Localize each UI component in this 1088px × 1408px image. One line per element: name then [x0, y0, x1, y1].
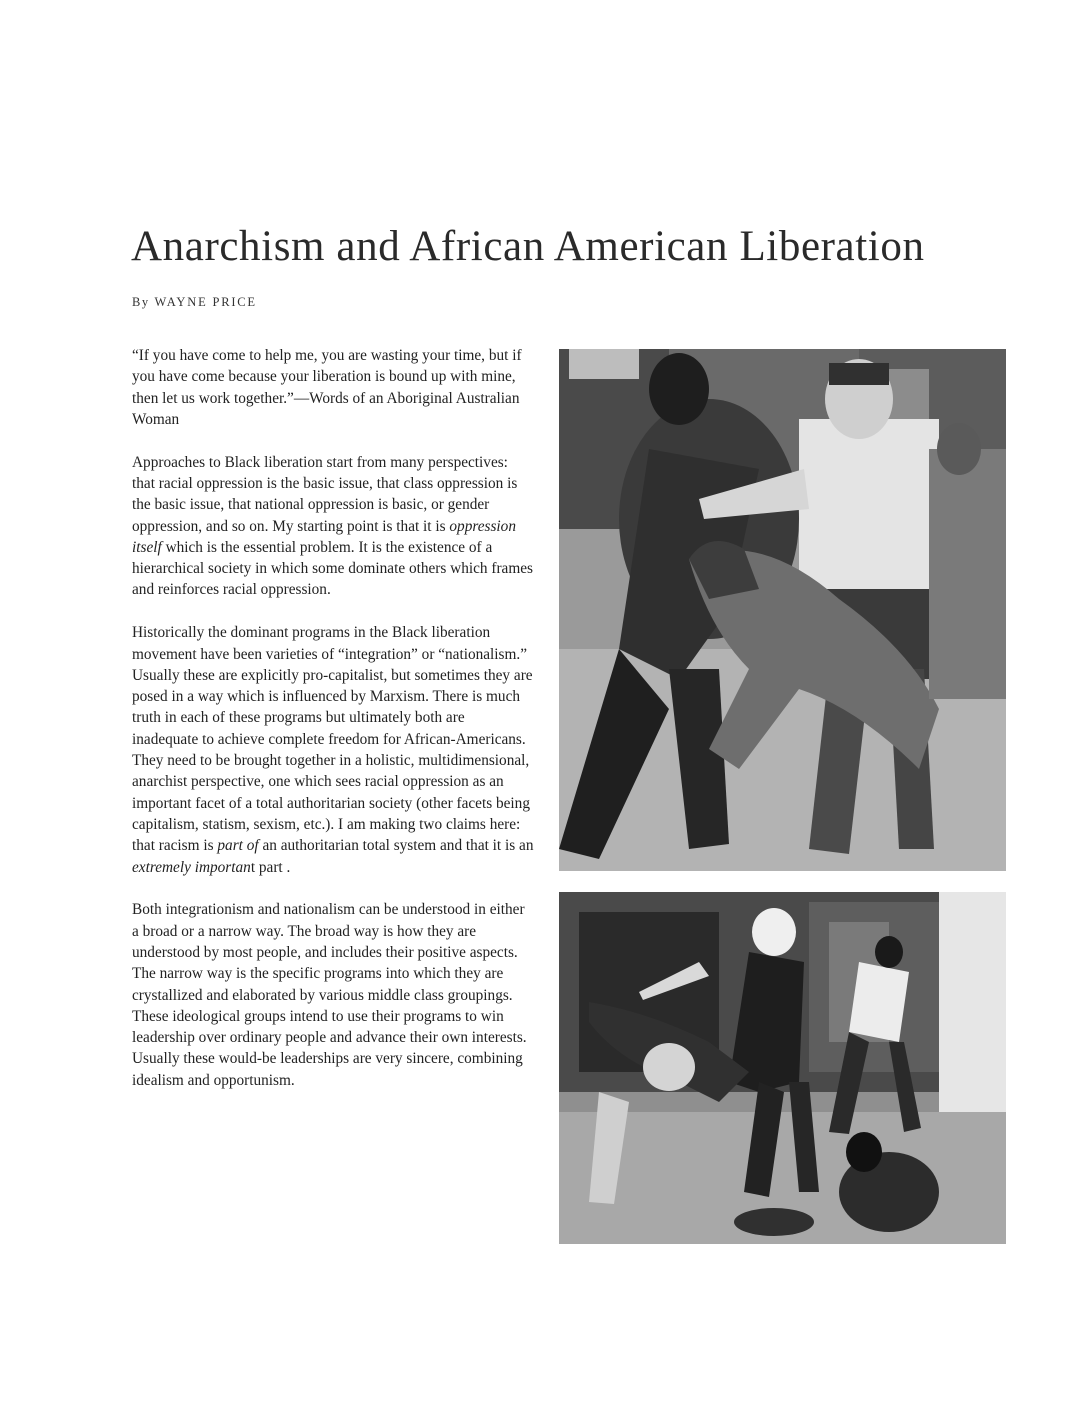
paragraph-text: Historically the dominant programs in the Black liberation movement have been varieties of “integration” or “nationalism.” Usually these are explicitly pro-capitalist, but sometimes they are posed in a way which is influenced by Marxism. There is much truth in each of these programs but ultimately both are inadequate to achieve complete freedom for African-Americans. They need to be brought together in a holistic, multidimensional, anarchist perspective, one which sees racial oppression as an important facet of a total authoritarian society (other facets being capitalism, statism, sexism, etc.). I am making two claims here: that racism is: [132, 624, 533, 855]
body-paragraph: [132, 452, 534, 601]
paragraph-text: which is the essential problem. It is the existence of a hierarchical society in which some dominate others which frames and reinforces racial oppression.: [132, 538, 533, 599]
byline-author: WAYNE PRICE: [154, 295, 257, 309]
quote-paragraph: [132, 345, 534, 430]
paragraph-text: Both integrationism and nationalism can be understood in either a broad or a narrow way. The broad way is how they are understood by most people, and includes their positive aspects. The narrow way is the specific programs into which they are crystallized and elaborated by various middle class groupings. These ideological groups intend to use their programs to win leadership over ordinary people and advance their own interests. Usually these would-be leaderships are very sincere, combining idealism and opportunism.: [132, 901, 527, 1089]
photo-baton-image: [559, 892, 1006, 1244]
paragraph-text: t part .: [250, 858, 291, 876]
photo-police-dog-image: [559, 349, 1006, 871]
byline-prefix: By: [132, 295, 150, 309]
paragraph-text: “If you have come to help me, you are wasting your time, but if you have come because your liberation is bound up with mine, then let us work together.”—Words of an Aboriginal Australian Woman: [132, 347, 522, 428]
protest-photo-baton: [559, 892, 1006, 1244]
body-paragraph: [132, 899, 534, 1091]
paragraph-text: Approaches to Black liberation start from many perspectives: that racial oppression is the basic issue, that class oppression is the basic issue, that national oppression is basic, or gender oppression, and so on. My starting point is that it is: [132, 453, 518, 535]
article-title: Anarchism and African American Liberation: [131, 223, 925, 270]
byline: [132, 295, 257, 310]
emphasis-text: extremely importan: [132, 858, 251, 876]
article-body: [132, 345, 534, 1113]
body-paragraph: [132, 622, 534, 878]
emphasis-text: part of: [217, 837, 259, 855]
emphasis-text: oppression itself: [132, 517, 516, 556]
paragraph-text: an authoritarian total system and that it is an: [258, 837, 534, 855]
protest-photo-police-dog: [559, 349, 1006, 871]
